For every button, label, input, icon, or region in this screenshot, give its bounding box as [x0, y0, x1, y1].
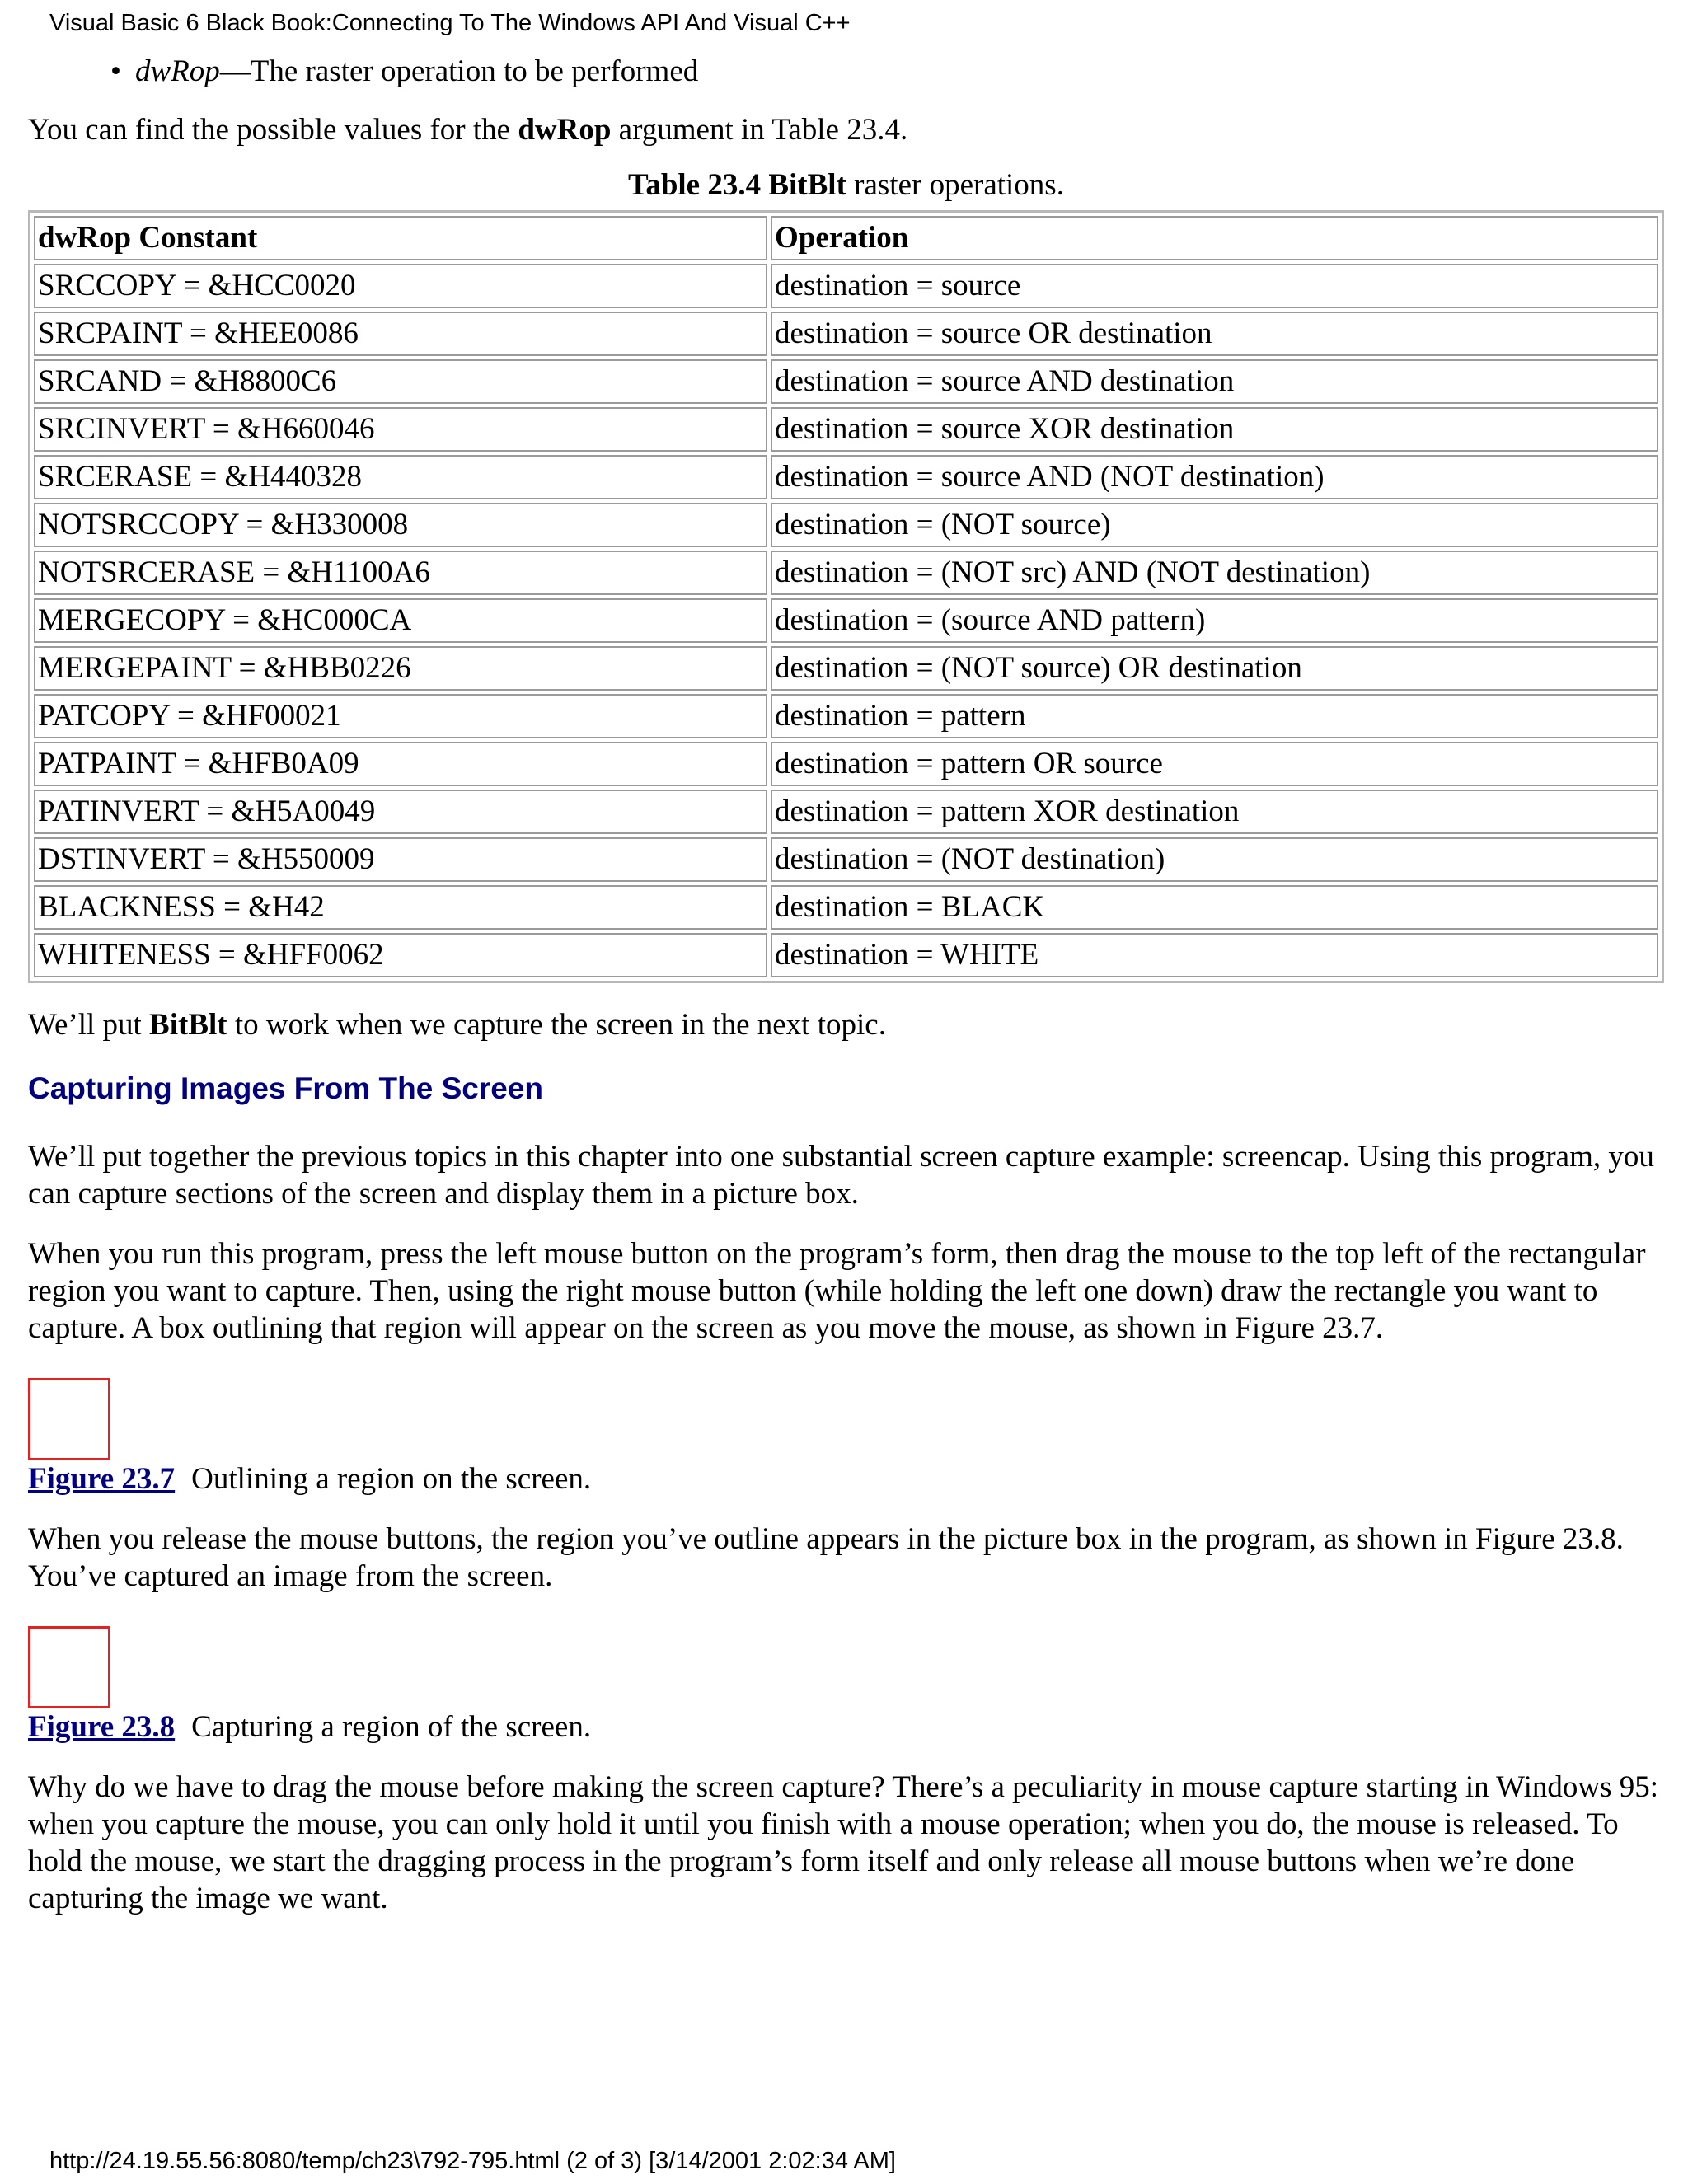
table-caption: Table 23.4 BitBlt raster operations. [628, 168, 1064, 202]
cell-constant: MERGECOPY = &HC000CA [34, 598, 767, 643]
column-header-constant: dwRop Constant [34, 216, 767, 260]
topic-heading: Capturing Images From The Screen [28, 1071, 544, 1105]
cell-operation: destination = source OR destination [771, 312, 1658, 356]
cell-constant: WHITENESS = &HFF0062 [34, 933, 767, 977]
intro-term: dwRop [518, 113, 612, 147]
cell-operation: destination = BLACK [771, 885, 1658, 930]
after-table-paragraph: We’ll put BitBlt to work when we capture the screen in the next topic. [28, 1008, 886, 1042]
bullet-term: dwRop [135, 54, 220, 88]
table-row [34, 312, 1658, 356]
cell-constant: MERGEPAINT = &HBB0226 [34, 646, 767, 691]
bullet-item [28, 53, 1664, 90]
cell-constant: PATPAINT = &HFB0A09 [34, 742, 767, 786]
cell-operation: destination = source AND destination [771, 359, 1658, 404]
table-row [34, 646, 1658, 691]
cell-operation: destination = (NOT source) [771, 503, 1658, 547]
page-header: Visual Basic 6 Black Book:Connecting To The Windows API And Visual C++ [49, 10, 851, 36]
cell-operation: destination = source AND (NOT destination) [771, 455, 1658, 499]
cell-constant: SRCINVERT = &H660046 [34, 407, 767, 452]
cell-operation: destination = pattern [771, 694, 1658, 738]
paragraph-intro-screencap: We’ll put together the previous topics in this chapter into one substantial screen capture example: screencap. Using this program, you can capture sections of the screen and display them in a picture box. [28, 1140, 1654, 1211]
column-header-operation: Operation [771, 216, 1658, 260]
cell-constant: SRCERASE = &H440328 [34, 455, 767, 499]
document-body [28, 53, 1664, 1917]
cell-operation: destination = (source AND pattern) [771, 598, 1658, 643]
table-row [34, 359, 1658, 404]
cell-operation: destination = pattern OR source [771, 742, 1658, 786]
cell-constant: PATINVERT = &H5A0049 [34, 790, 767, 834]
after-table-term: BitBlt [149, 1008, 227, 1042]
figure-23-8-image-placeholder[interactable] [28, 1626, 110, 1708]
cell-constant: PATCOPY = &HF00021 [34, 694, 767, 738]
table-row [34, 885, 1658, 930]
paragraph-instructions: When you run this program, press the left mouse button on the program’s form, then drag the mouse to the top left of the rectangular region you want to capture. Then, using the right mouse button (while holding the left one down) draw the rectangle you want to capture. A box outlining that region will appear on the screen as you move the mouse, as shown in Figure 23.7. [28, 1237, 1646, 1345]
cell-constant: SRCPAINT = &HEE0086 [34, 312, 767, 356]
raster-ops-table [28, 210, 1664, 983]
table-caption-name: BitBlt [768, 168, 846, 202]
table-row [34, 694, 1658, 738]
table-row [34, 837, 1658, 882]
cell-constant: NOTSRCCOPY = &H330008 [34, 503, 767, 547]
table-header-row [34, 216, 1658, 260]
table-row [34, 407, 1658, 452]
cell-operation: destination = source XOR destination [771, 407, 1658, 452]
cell-operation: destination = (NOT destination) [771, 837, 1658, 882]
cell-constant: SRCAND = &H8800C6 [34, 359, 767, 404]
figure-23-7-link[interactable]: Figure 23.7 [28, 1462, 176, 1496]
table-row [34, 742, 1658, 786]
table-row [34, 790, 1658, 834]
intro-paragraph: You can find the possible values for the dwRop argument in Table 23.4. [28, 113, 908, 147]
table-row [34, 455, 1658, 499]
cell-constant: BLACKNESS = &H42 [34, 885, 767, 930]
table-caption-label: Table 23.4 [628, 168, 762, 202]
paragraph-why-drag: Why do we have to drag the mouse before making the screen capture? There’s a peculiarity in mouse capture starting in Windows 95: when you capture the mouse, you can only hold it until you finish with a mouse operation; when you do, the mouse is released. To hold the mouse, we start the dragging process in the program’s form itself and only release all mouse buttons when we’re done capturing the image we want. [28, 1770, 1659, 1915]
table-row [34, 933, 1658, 977]
paragraph-release: When you release the mouse buttons, the region you’ve outline appears in the picture box in the program, as shown in Figure 23.8. You’ve captured an image from the screen. [28, 1522, 1624, 1593]
cell-operation: destination = (NOT source) OR destination [771, 646, 1658, 691]
cell-operation: destination = WHITE [771, 933, 1658, 977]
table-row [34, 503, 1658, 547]
cell-constant: DSTINVERT = &H550009 [34, 837, 767, 882]
figure-23-8-caption: Figure 23.8 Capturing a region of the screen. [28, 1710, 592, 1744]
table-row [34, 551, 1658, 595]
cell-operation: destination = pattern XOR destination [771, 790, 1658, 834]
table-row [34, 264, 1658, 308]
cell-operation: destination = source [771, 264, 1658, 308]
cell-constant: NOTSRCERASE = &H1100A6 [34, 551, 767, 595]
figure-23-8-link[interactable]: Figure 23.8 [28, 1710, 176, 1744]
bullet-desc: —The raster operation to be performed [219, 54, 699, 88]
table-row [34, 598, 1658, 643]
page-footer-url: http://24.19.55.56:8080/temp/ch23\792-795.html (2 of 3) [3/14/2001 2:02:34 AM] [49, 2148, 896, 2174]
cell-constant: SRCCOPY = &HCC0020 [34, 264, 767, 308]
bullet-dot: • [110, 54, 121, 88]
cell-operation: destination = (NOT src) AND (NOT destination) [771, 551, 1658, 595]
figure-23-7-image-placeholder[interactable] [28, 1378, 110, 1460]
figure-23-7-caption: Figure 23.7 Outlining a region on the screen. [28, 1462, 592, 1496]
